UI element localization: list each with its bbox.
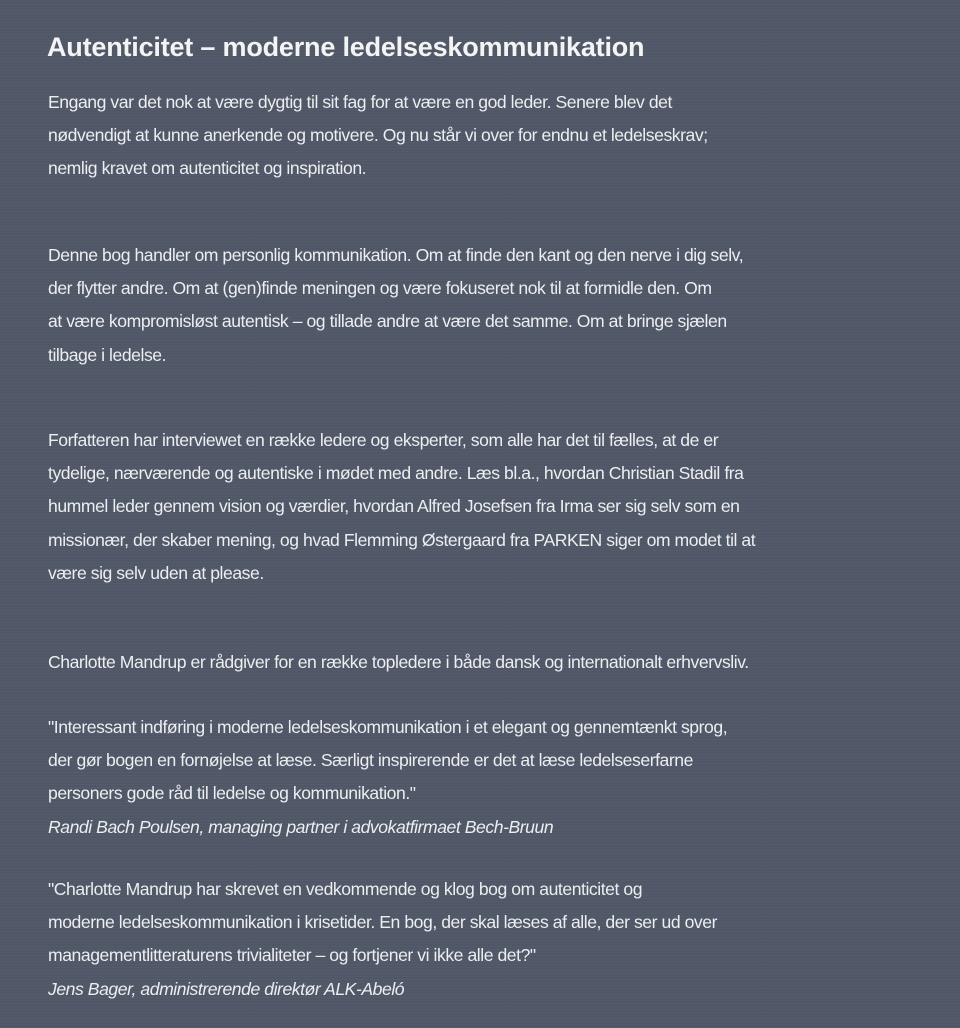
text-line: missionær, der skaber mening, og hvad Flemming Østergaard fra PARKEN siger om modet til at (48, 529, 756, 550)
text-line: managementlitteraturens trivialiteter – og fortjener vi ikke alle det?" (48, 945, 536, 966)
text-line: "Interessant indføring i moderne ledelseskommunikation i et elegant og gennemtænkt sprog, (48, 717, 728, 737)
quote-attribution: Jens Bager, administrerende direktør ALK-Abeló (48, 978, 405, 999)
text-line: at være kompromisløst autentisk – og tillade andre at være det samme. Om at bringe sjælen (48, 311, 727, 332)
paragraph (48, 424, 755, 590)
page-title: Autenticitet – moderne ledelseskommunikation (47, 32, 645, 62)
text-line: Forfatteren har interviewet en række ledere og eksperter, som alle har det til fælles, at de er (48, 430, 719, 450)
text-line: tilbage i ledelse. (48, 344, 167, 365)
testimonial-quote (48, 711, 727, 844)
text-line: der flytter andre. Om at (gen)finde meningen og være fokuseret nok til at formidle den. Om (48, 278, 712, 299)
text-line: moderne ledelseskommunikation i krisetider. En bog, der skal læses af alle, der ser ud over (48, 912, 718, 933)
text-line: hummel leder gennem vision og værdier, hvordan Alfred Josefsen fra Irma ser sig selv som en (48, 496, 740, 517)
text-line: tydelige, nærværende og autentiske i mødet med andre. Læs bl.a., hvordan Christian Stadil fra (48, 463, 744, 484)
text-line: der gør bogen en fornøjelse at læse. Særligt inspirerende er det at læse ledelseserfarne (48, 750, 693, 771)
paragraph (48, 646, 749, 679)
text-line: "Charlotte Mandrup har skrevet en vedkommende og klog bog om autenticitet og (48, 879, 643, 899)
text-line: nødvendigt at kunne anerkende og motivere. Og nu står vi over for endnu et ledelseskrav; (48, 125, 708, 146)
paragraph (48, 86, 708, 186)
paragraph (48, 239, 743, 372)
text-line: Engang var det nok at være dygtig til sit fag for at være en god leder. Senere blev det (48, 92, 672, 112)
text-line: Denne bog handler om personlig kommunikation. Om at finde den kant og den nerve i dig selv, (48, 245, 744, 265)
text-line: Charlotte Mandrup er rådgiver for en række topledere i både dansk og internationalt erhvervsliv. (48, 652, 749, 672)
text-line: nemlig kravet om autenticitet og inspiration. (48, 158, 367, 179)
quote-attribution: Randi Bach Poulsen, managing partner i advokatfirmaet Bech-Bruun (48, 816, 554, 837)
testimonial-quote (48, 873, 717, 1006)
text-line: være sig selv uden at please. (48, 562, 264, 583)
text-line: personers gode råd til ledelse og kommunikation." (48, 783, 416, 804)
